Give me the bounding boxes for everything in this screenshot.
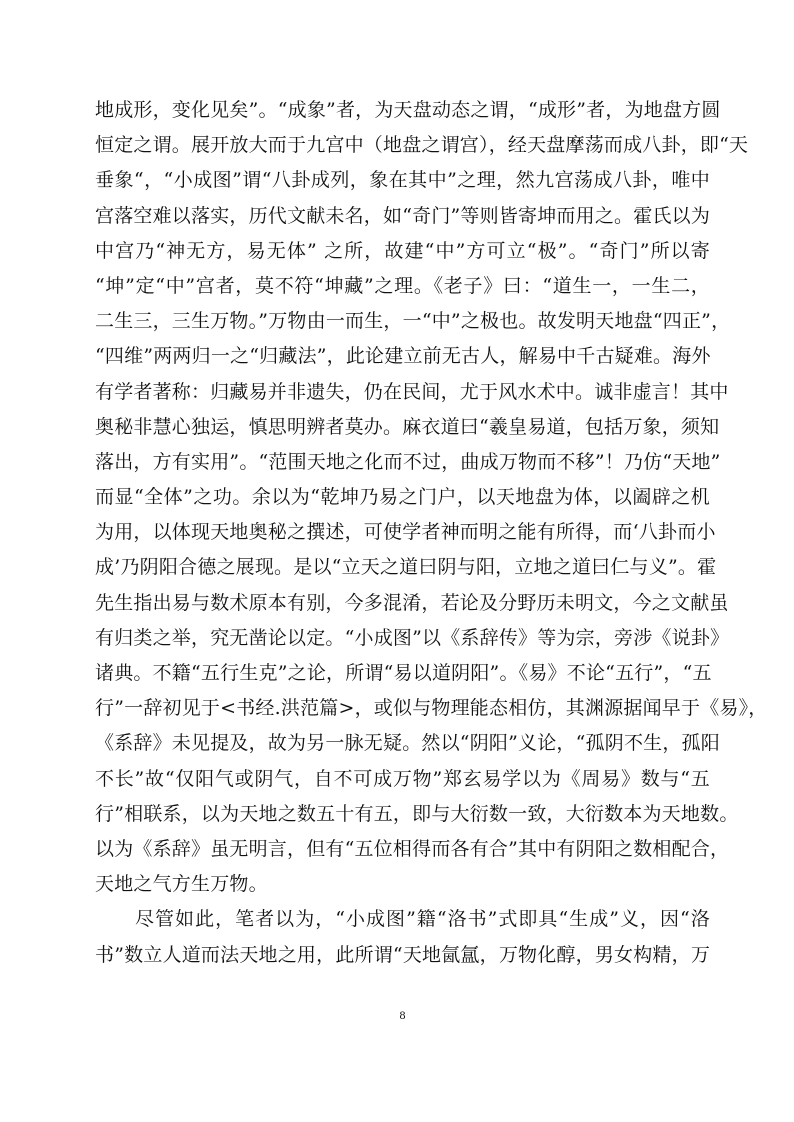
text-line: 成’乃阴阳合德之展现。是以“立天之道曰阴与阳，立地之道曰仁与义”。霍: [95, 556, 717, 579]
text-line: 而显“全体”之功。余以为“乾坤乃易之门户，以天地盘为体，以阖辟之机: [95, 486, 710, 509]
text-line: 恒定之谓。展开放大而于九宫中（地盘之谓宫），经天盘摩荡而成八卦，即“天: [95, 134, 749, 157]
text-line: 诸典。不籍“五行生克”之论，所谓“易以道阴阳”。《易》不论“五行”，“五: [95, 662, 712, 684]
paragraph-1: [95, 93, 768, 902]
text-line: 尽管如此，笔者以为，“小成图”籍“洛书”式即具“生成”义，因“洛: [135, 908, 710, 931]
text-line: 为用，以体现天地奥秘之撰述，可使学者神而明之能有所得，而‘八卦而小: [95, 521, 716, 544]
document-page: [95, 0, 768, 1122]
text-line: 行”相联系，以为天地之数五十有五，即与大衍数一致，大衍数本为天地数。: [95, 802, 739, 825]
text-line: 有学者著称：归藏易并非遗失，仍在民间，尤于风水术中。诚非虚言！其中: [95, 380, 729, 403]
text-line: 《系辞》未见提及，故为另一脉无疑。然以“阴阳”义论，“孤阴不生，孤阳: [95, 732, 720, 755]
text-line: 中宫乃“神无方，易无体” 之所，故建“中”方可立“极”。“奇门”所以寄: [95, 239, 710, 262]
text-line: “坤”定“中”宫者，莫不符“坤藏”之理。《老子》曰：“道生一，一生二，: [95, 274, 710, 297]
text-line: 地成形，变化见矣”。“成象”者，为天盘动态之谓，“成形”者，为地盘方圆: [95, 99, 721, 121]
text-line: 天地之气方生万物。: [95, 873, 268, 896]
text-line: 有归类之举，究无凿论以定。“小成图”以《系辞传》等为宗，旁涉《说卦》: [95, 626, 730, 649]
text-line: 书”数立人道而法天地之用，此所谓“天地氤氲，万物化醇，男女构精，万: [95, 943, 711, 966]
text-line: 二生三，三生万物。”万物由一而生，一“中”之极也。故发明天地盘“四正”，: [95, 310, 731, 333]
text-line: 以为《系辞》虽无明言，但有“五位相得而各有合”其中有阴阳之数相配合，: [95, 837, 730, 860]
paragraph-2: [95, 902, 710, 972]
text-line: 不长”故“仅阳气或阴气，自不可成万物”郑玄易学以为《周易》数与“五: [95, 767, 710, 790]
text-line: 行”一辞初见于<书经.洪范篇>，或似与物理能态相仿，其渊源据闻早于《易》，: [95, 697, 768, 720]
text-line: 奥秘非慧心独运，慎思明辨者莫办。麻衣道曰“羲皇易道，包括万象，须知: [95, 415, 720, 438]
text-line: 落出，方有实用”。“范围天地之化而不过，曲成万物而不移”！乃仿“天地”: [95, 450, 721, 473]
text-line: “四维”两两归一之“归藏法”，此论建立前无古人，解易中千古疑难。海外: [95, 345, 711, 368]
body-text: [95, 93, 768, 973]
text-line: 宫落空难以落实，历代文献未名，如“奇门”等则皆寄坤而用之。霍氏以为: [95, 204, 711, 227]
text-line: 垂象“，“小成图”谓“八卦成列，象在其中”之理，然九宫荡成八卦，唯中: [95, 169, 710, 192]
text-line: 先生指出易与数术原本有别，今多混淆，若论及分野历未明文，今之文献虽: [95, 591, 729, 614]
page-number: 8: [399, 1008, 406, 1022]
